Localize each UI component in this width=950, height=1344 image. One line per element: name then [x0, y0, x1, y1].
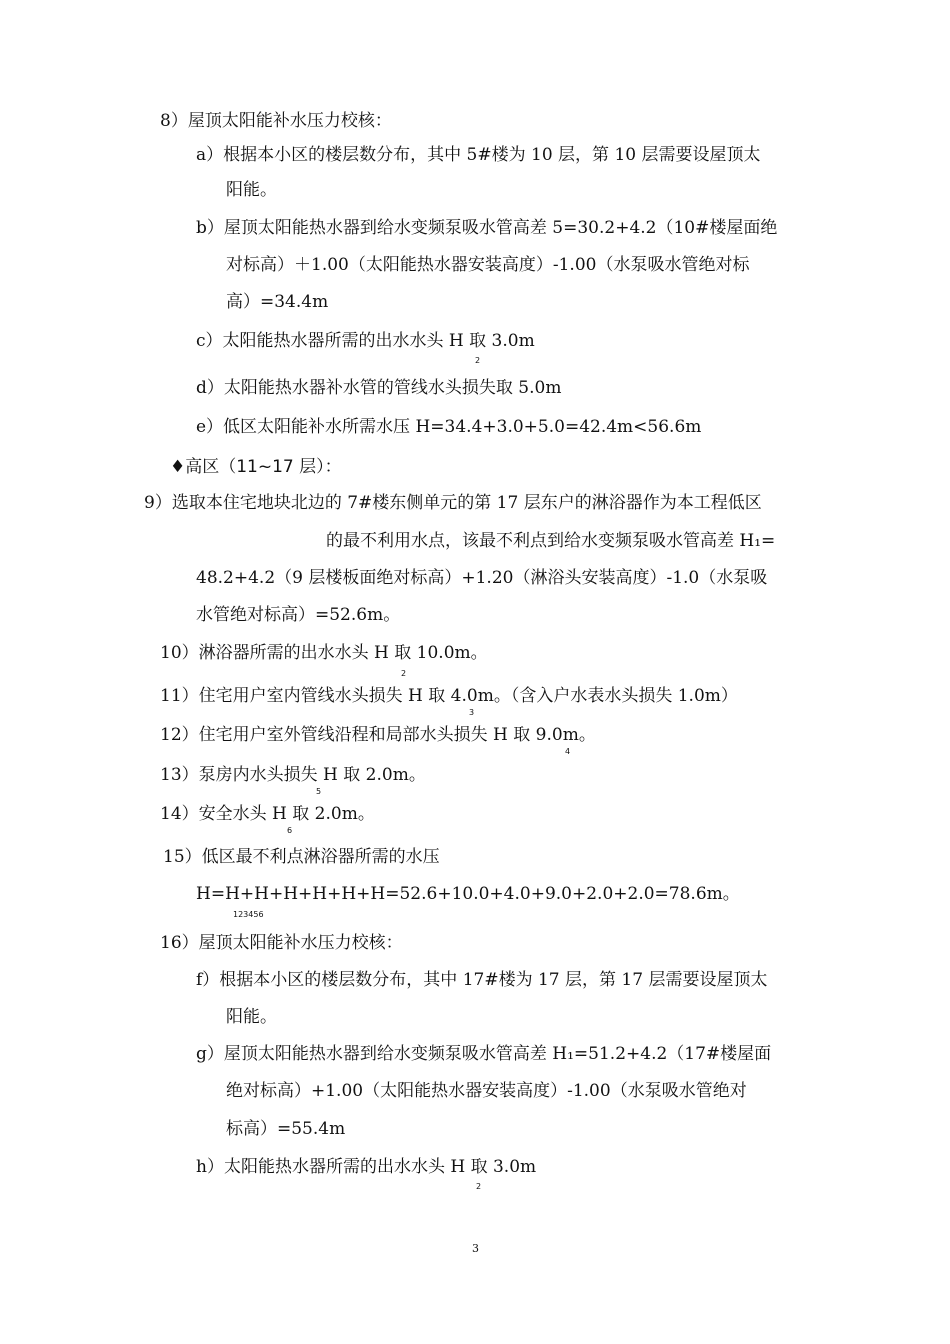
item-b-line1: b）屋顶太阳能热水器到给水变频泵吸水管高差 5=30.2+4.2（10#楼屋面绝	[196, 218, 778, 238]
section-13: 13）泵房内水头损失 H 取 2.0m。	[160, 765, 426, 785]
item-c-subscript: 2	[475, 356, 481, 365]
section-15-line1: 15）低区最不利点淋浴器所需的水压	[163, 847, 440, 867]
item-h: h）太阳能热水器所需的出水水头 H 取 3.0m	[196, 1157, 537, 1177]
section-9-line1: 9）选取本住宅地块北边的 7#楼东侧单元的第 17 层东户的淋浴器作为本工程低区	[144, 493, 762, 513]
item-g-line3: 标高）=55.4m	[226, 1119, 346, 1139]
item-b-line2: 对标高）＋1.00（太阳能热水器安装高度）-1.00（水泵吸水管绝对标	[226, 255, 750, 275]
item-f-line1: f）根据本小区的楼层数分布，其中 17#楼为 17 层，第 17 层需要设屋顶太	[196, 970, 768, 990]
item-a-line1: a）根据本小区的楼层数分布，其中 5#楼为 10 层，第 10 层需要设屋顶太	[196, 145, 761, 165]
section-11: 11）住宅用户室内管线水头损失 H 取 4.0m。（含入户水表水头损失 1.0m）	[160, 686, 738, 706]
item-a-line2: 阳能。	[226, 180, 277, 200]
item-g-line1: g）屋顶太阳能热水器到给水变频泵吸水管高差 H₁=51.2+4.2（17#楼屋面	[196, 1044, 772, 1064]
section-14-subscript: 6	[287, 826, 293, 835]
section-14: 14）安全水头 H 取 2.0m。	[160, 804, 375, 824]
section-12: 12）住宅用户室外管线沿程和局部水头损失 H 取 9.0m。	[160, 725, 596, 745]
high-zone-heading: ♦高区（11~17 层）：	[170, 457, 342, 477]
section-8-heading: 8）屋顶太阳能补水压力校核：	[160, 111, 392, 131]
section-9-line2: 的最不利用水点，该最不利点到给水变频泵吸水管高差 H₁=	[326, 531, 776, 551]
section-10: 10）淋浴器所需的出水水头 H 取 10.0m。	[160, 643, 488, 663]
section-16-heading: 16）屋顶太阳能补水压力校核：	[160, 933, 403, 953]
item-f-line2: 阳能。	[226, 1007, 277, 1027]
section-9-line4: 水管绝对标高）=52.6m。	[196, 605, 401, 625]
section-10-subscript: 2	[401, 669, 407, 678]
item-c: c）太阳能热水器所需的出水水头 H 取 3.0m	[196, 331, 535, 351]
item-d: d）太阳能热水器补水管的管线水头损失取 5.0m	[196, 378, 562, 398]
section-15-formula: H=H+H+H+H+H+H=52.6+10.0+4.0+9.0+2.0+2.0=78.6m。	[196, 884, 740, 904]
page-number: 3	[472, 1242, 479, 1255]
section-11-subscript: 3	[469, 708, 475, 717]
item-h-subscript: 2	[476, 1182, 482, 1191]
section-13-subscript: 5	[316, 787, 322, 796]
item-e: e）低区太阳能补水所需水压 H=34.4+3.0+5.0=42.4m<56.6m	[196, 417, 702, 437]
section-15-subscripts: 123456	[233, 910, 264, 919]
item-g-line2: 绝对标高）+1.00（太阳能热水器安装高度）-1.00（水泵吸水管绝对	[226, 1081, 747, 1101]
section-12-subscript: 4	[565, 747, 571, 756]
section-9-line3: 48.2+4.2（9 层楼板面绝对标高）+1.20（淋浴头安装高度）-1.0（水泵吸	[196, 568, 768, 588]
item-b-line3: 高）=34.4m	[226, 292, 329, 312]
